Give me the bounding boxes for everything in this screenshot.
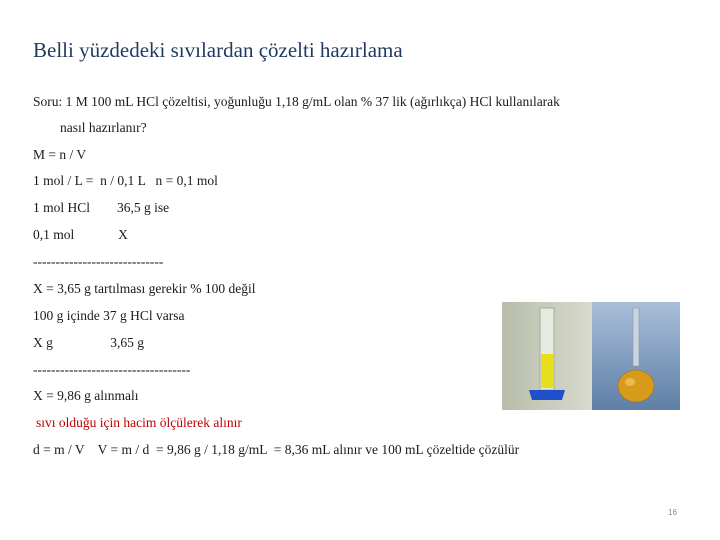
flask-highlight: [625, 378, 635, 386]
page-title: Belli yüzdedeki sıvılardan çözelti hazırlama: [33, 38, 403, 62]
cylinder-liquid: [541, 354, 553, 388]
result-mass-2: X = 9,86 g alınmalı: [33, 388, 139, 403]
ratio-line-2: 0,1 mol X: [33, 227, 128, 242]
result-mass: X = 3,65 g tartılması gerekir % 100 değil: [33, 281, 256, 296]
question-line-2: nasıl hazırlanır?: [60, 120, 147, 135]
formula-molarity: M = n / V: [33, 147, 87, 162]
divider-1: -----------------------------: [33, 254, 164, 269]
flask-neck: [633, 308, 639, 366]
cylinder-base: [529, 390, 565, 400]
ratio-line-3: X g 3,65 g: [33, 335, 144, 350]
mol-calculation: 1 mol / L = n / 0,1 L n = 0,1 mol: [33, 173, 218, 188]
flask-bulb: [618, 370, 654, 402]
lab-glassware-photo: [502, 302, 680, 410]
page-number: 16: [668, 508, 677, 517]
note-red: sıvı olduğu için hacim ölçülerek alınır: [36, 415, 242, 430]
ratio-line-1: 1 mol HCl 36,5 g ise: [33, 200, 170, 215]
divider-2: -----------------------------------: [33, 362, 191, 377]
question-line-1: Soru: 1 M 100 mL HCl çözeltisi, yoğunluğu 1,18 g/mL olan % 37 lik (ağırlıkça) HCl kullanılarak: [33, 94, 560, 109]
percent-line: 100 g içinde 37 g HCl varsa: [33, 308, 185, 323]
density-calculation: d = m / V V = m / d = 9,86 g / 1,18 g/mL = 8,36 mL alınır ve 100 mL çözeltide çözülür: [33, 442, 520, 457]
